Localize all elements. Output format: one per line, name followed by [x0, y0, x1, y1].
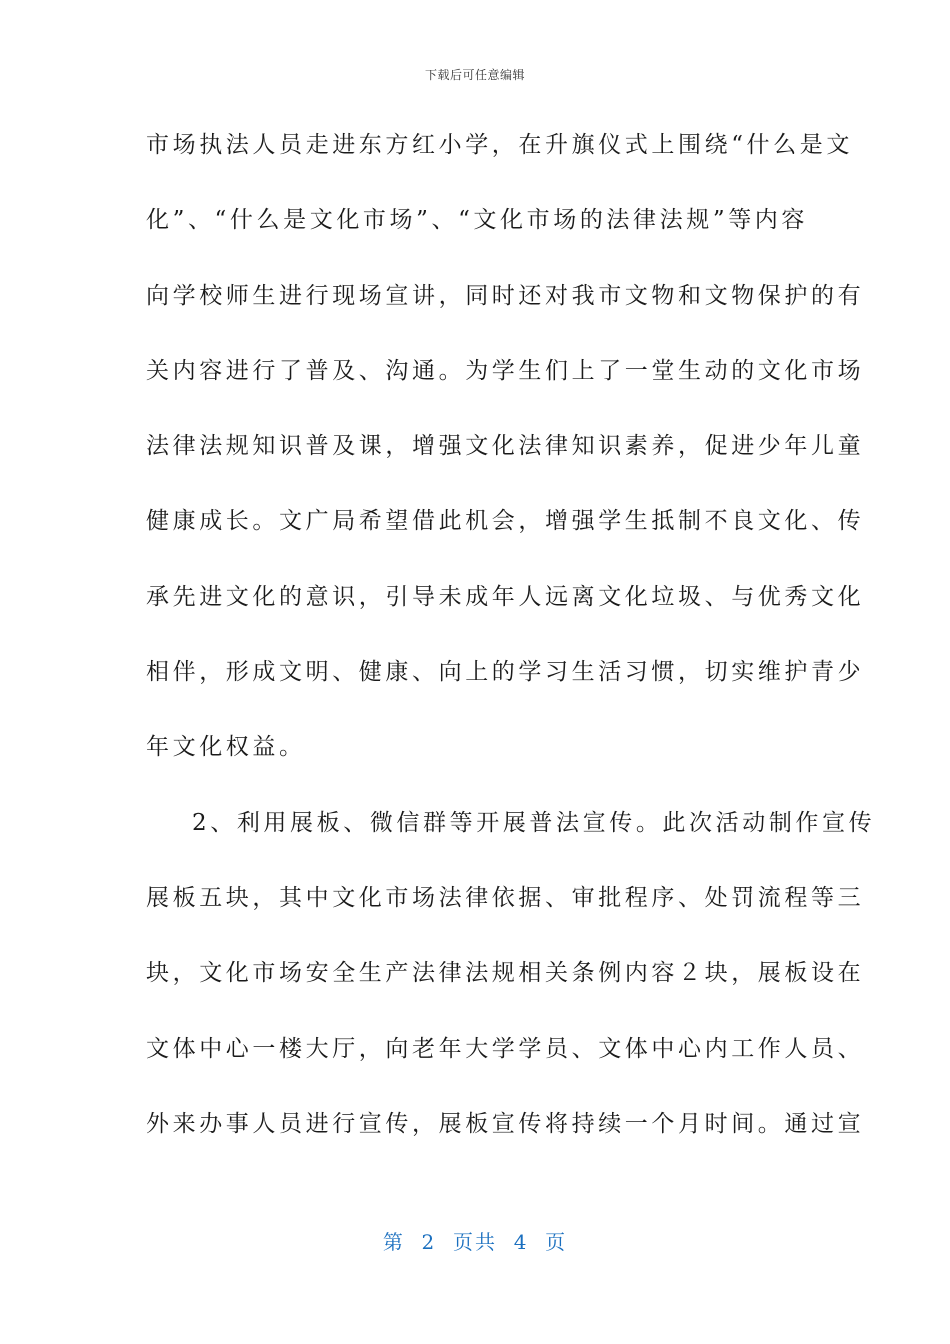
document-body: [146, 122, 876, 1176]
text-line: 外来办事人员进行宣传，展板宣传将持续一个月时间。通过宣: [146, 1110, 865, 1137]
text-line: 承先进文化的意识，引导未成年人远离文化垃圾、与优秀文化: [146, 583, 865, 610]
header-note: 下载后可任意编辑: [424, 68, 525, 82]
text-line: 2、利用展板、微信群等开展普法宣传。此次活动制作宣传: [192, 809, 876, 836]
text-line: 块，文化市场安全生产法律法规相关条例内容２块，展板设在: [146, 960, 865, 987]
text-line: 年文化权益。: [146, 734, 306, 761]
text-line: 向学校师生进行现场宣讲，同时还对我市文物和文物保护的有: [146, 282, 865, 309]
text-line: 相伴，形成文明、健康、向上的学习生活习惯，切实维护青少: [146, 659, 865, 686]
text-line: 关内容进行了普及、沟通。为学生们上了一堂生动的文化市场: [146, 357, 865, 384]
text-line: 健康成长。文广局希望借此机会，增强学生抵制不良文化、传: [146, 508, 865, 535]
text-line: 化”、“什么是文化市场”、“文化市场的法律法规”等内容: [146, 207, 808, 234]
text-line: 法律法规知识普及课，增强文化法律知识素养，促进少年儿童: [146, 433, 865, 460]
text-line: 市场执法人员走进东方红小学，在升旗仪式上围绕“什么是文: [146, 132, 853, 158]
text-line: 展板五块，其中文化市场法律依据、审批程序、处罚流程等三: [146, 884, 865, 911]
page-number-footer: 第 2 页共 4 页: [382, 1230, 568, 1254]
text-line: 文体中心一楼大厅，向老年大学学员、文体中心内工作人员、: [146, 1035, 865, 1062]
